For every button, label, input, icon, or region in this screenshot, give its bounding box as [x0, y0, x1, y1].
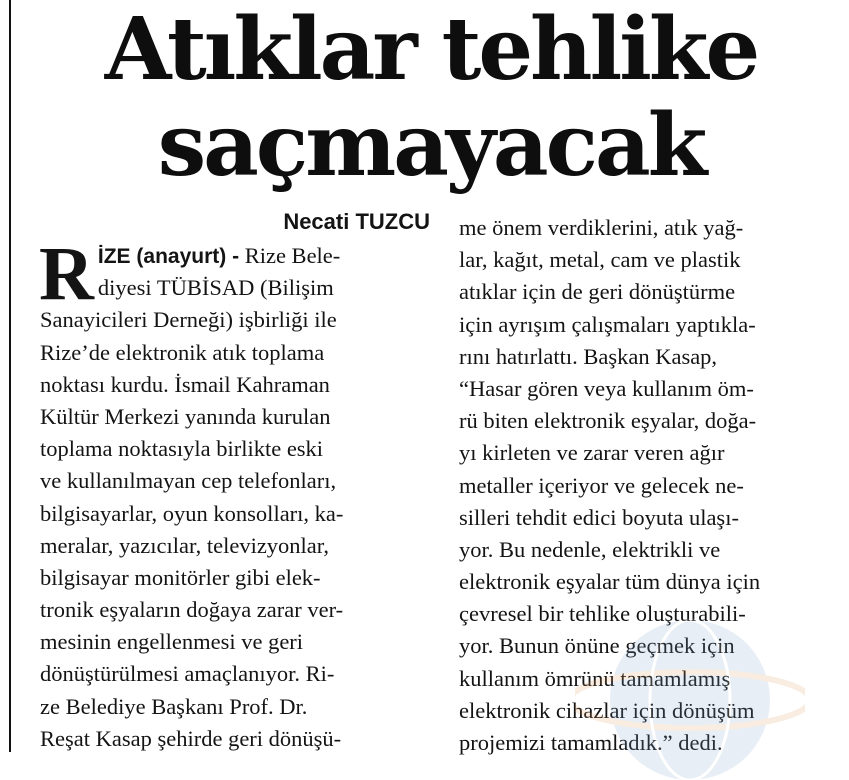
- column-2-line: lar, kağıt, metal, cam ve plastik: [459, 247, 741, 273]
- column-1-line: tronik eşyaların doğaya zarar ver-: [40, 597, 344, 623]
- lead-line: [40, 240, 440, 272]
- column-2-line: çevresel bir tehlike oluşturabili-: [459, 601, 746, 627]
- column-2-line: için ayrışım çalışmaları yaptıkla-: [459, 311, 756, 337]
- headline-line-2: saçmayacak: [157, 95, 705, 196]
- column-2-line: atıklar için de geri dönüştürme: [459, 279, 736, 305]
- column-1-line: noktası kurdu. İsmail Kahraman: [40, 371, 330, 397]
- column-2-line: yı kirleten ve zarar veren ağır: [459, 440, 725, 466]
- column-1-line: diyesi TÜBİSAD (Bilişim: [97, 275, 334, 301]
- column-1-line: Reşat Kasap şehirde geri dönüşü-: [40, 725, 342, 751]
- column-1-line: meralar, yazıcılar, televizyonlar,: [40, 532, 330, 558]
- column-1-line: ve kullanılmayan cep telefonları,: [40, 468, 337, 494]
- globe-watermark-icon: [575, 590, 805, 780]
- column-1-line: toplama noktasıyla birlikte eski: [40, 436, 324, 462]
- column-2-line: yor. Bunun önüne geçmek için: [459, 633, 735, 659]
- column-1-line: mesinin engellenmesi ve geri: [40, 629, 304, 655]
- article-column-1: [39, 232, 440, 755]
- column-1-line: Sanayicileri Derneği) işbirliği ile: [40, 307, 337, 333]
- column-2-line: me önem verdiklerini, atık yağ-: [459, 215, 744, 240]
- column-1-line: Rize’de elektronik atık toplama: [40, 339, 325, 365]
- column-2-line: elektronik eşyalar tüm dünya için: [459, 569, 761, 595]
- left-column-rule: [9, 0, 11, 752]
- column-2-line: kullanım ömrünü tamamlamış: [459, 665, 731, 691]
- column-2-line: “Hasar gören veya kullanım öm-: [459, 375, 754, 401]
- author-byline: Necati TUZCU: [283, 209, 430, 234]
- column-2-line: yor. Bu nedenle, elektrikli ve: [459, 536, 721, 562]
- headline-line-1: Atıklar tehlike: [104, 0, 758, 100]
- column-2-line: metaller içeriyor ve gelecek ne-: [459, 472, 744, 498]
- column-1-line: dönüştürülmesi amaçlanıyor. Ri-: [40, 661, 335, 687]
- dateline: İZE (anayurt) -: [97, 245, 240, 268]
- drop-cap: R: [39, 232, 94, 316]
- column-1-line: ze Belediye Başkanı Prof. Dr.: [40, 693, 308, 719]
- column-2-line: rını hatırlattı. Başkan Kasap,: [459, 343, 718, 369]
- headline: [16, 0, 846, 194]
- column-2-line: rü biten elektronik eşyalar, doğa-: [459, 408, 757, 434]
- lead-text: Rize Bele-: [239, 243, 341, 268]
- column-1-line: bilgisayar monitörler gibi elek-: [40, 564, 321, 590]
- column-1-line: bilgisayarlar, oyun konsolları, ka-: [40, 500, 344, 526]
- column-2-line: elektronik cihazlar için dönüşüm: [459, 697, 755, 723]
- column-2-line: silleri tehdit edici boyuta ulaşı-: [459, 504, 739, 530]
- column-1-line: Kültür Merkezi yanında kurulan: [40, 403, 331, 429]
- column-2-line: projemizi tamamladık.” dedi.: [459, 730, 723, 755]
- column-1-text: [40, 272, 440, 755]
